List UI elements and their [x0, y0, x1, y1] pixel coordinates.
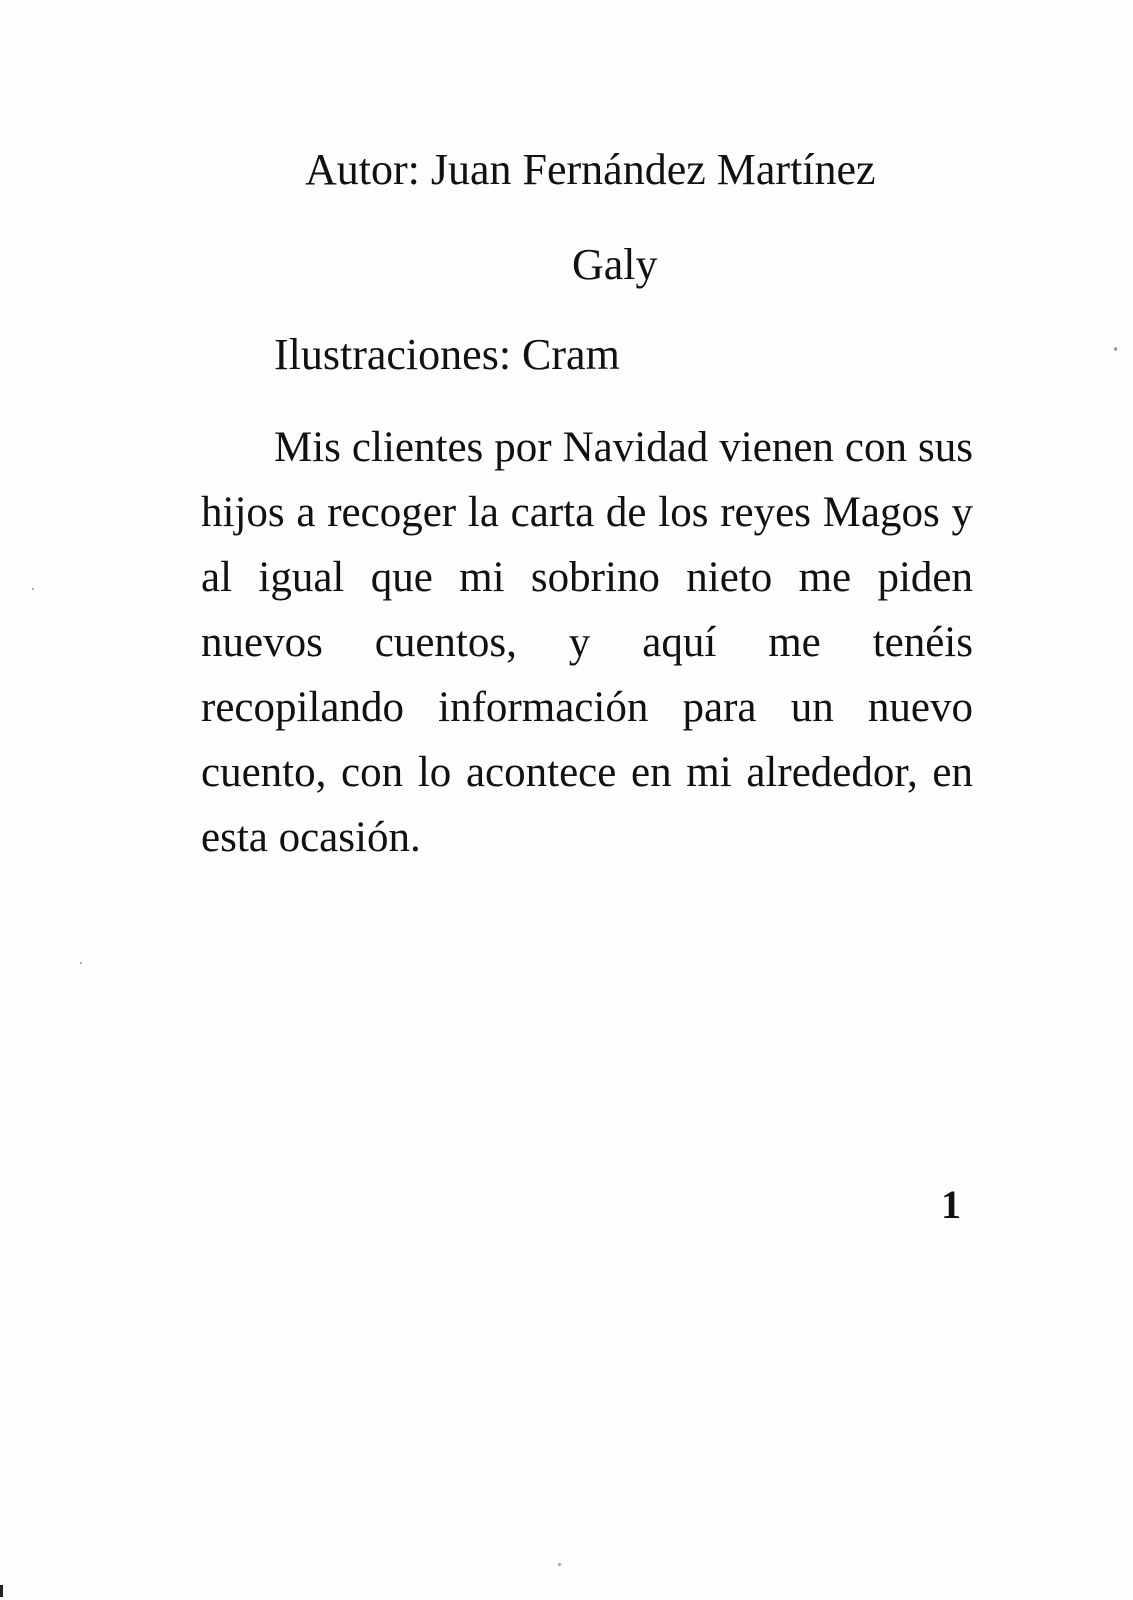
scan-speck — [0, 1585, 3, 1597]
scan-speck — [80, 962, 82, 964]
body-paragraph: Mis clientes por Navidad vienen con sus hijos a recoger la carta de los reyes Magos y al igual que mi sobrino nieto me piden nuevos cuentos, y aquí me tenéis recopilando información para un nuevo cuento, con lo acontece en mi alrededor, en esta ocasión. — [201, 424, 973, 861]
scan-speck — [558, 1563, 561, 1566]
book-title: Galy — [572, 240, 658, 289]
illustrations-line: Ilustraciones: Cram — [274, 330, 620, 379]
scan-speck — [1114, 347, 1117, 351]
page-number: 1 — [941, 1182, 961, 1227]
author-line: Autor: Juan Fernández Martínez — [305, 145, 876, 194]
scan-speck — [32, 588, 34, 590]
